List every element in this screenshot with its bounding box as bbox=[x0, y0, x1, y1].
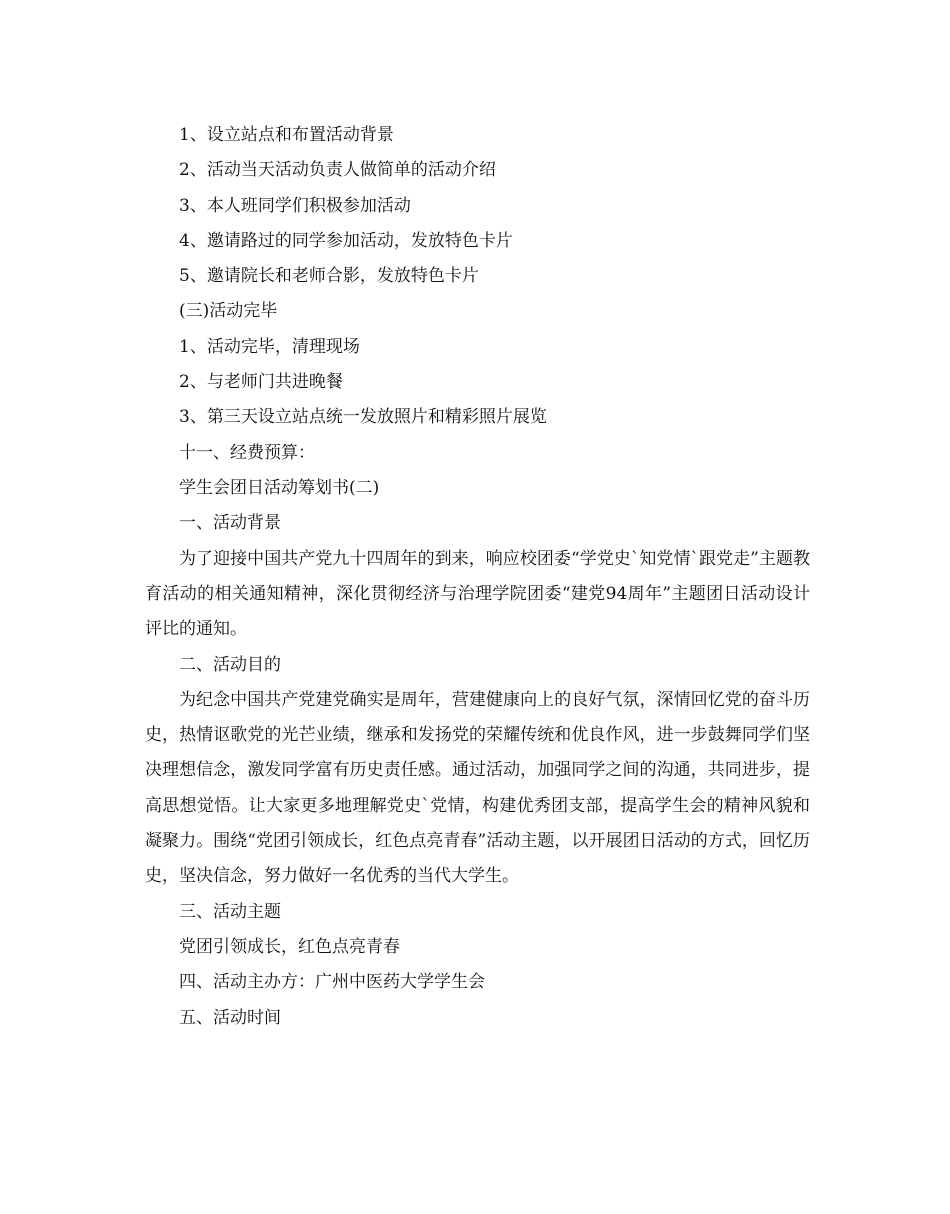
list-item: 2、与老师门共进晚餐 bbox=[179, 372, 343, 393]
background-paragraph: 为了迎接中国共产党九十四周年的到来，响应校团委“学党史`知党情`跟党走”主题教育活动的相关通知精神，深化贯彻经济与治理学院团委“建党94周年”主题团日活动设计评比的通知。 bbox=[145, 548, 810, 640]
section-heading: 十一、经费预算： bbox=[179, 442, 315, 463]
section-heading: 三、活动主题 bbox=[179, 901, 281, 922]
section-heading: 四、活动主办方：广州中医药大学学生会 bbox=[179, 972, 485, 993]
theme-text: 党团引领成长，红色点亮青春 bbox=[179, 937, 400, 958]
document-title: 学生会团日活动筹划书(二) bbox=[179, 477, 380, 498]
list-item: 1、设立站点和布置活动背景 bbox=[179, 125, 394, 145]
document-body bbox=[145, 118, 810, 1036]
list-item: 1、活动完毕，清理现场 bbox=[179, 336, 360, 357]
purpose-paragraph: 为纪念中国共产党建党确实是周年，营建健康向上的良好气氛，深情回忆党的奋斗历史，热情讴歌党的光芒业绩，继承和发扬党的荣耀传统和优良作风，进一步鼓舞同学们坚决理想信念，激发同学富有历史责任感。通过活动，加强同学之间的沟通，共同进步，提高思想觉悟。让大家更多地理解党史`党情，构建优秀团支部，提高学生会的精神风貌和凝聚力。围绕“党团引领成长，红色点亮青春”活动主题，以开展团日活动的方式，回忆历史，坚决信念，努力做好一名优秀的当代大学生。 bbox=[145, 689, 810, 887]
list-item: 3、本人班同学们积极参加活动 bbox=[179, 195, 411, 216]
section-heading: 五、活动时间 bbox=[179, 1007, 281, 1028]
list-item: 3、第三天设立站点统一发放照片和精彩照片展览 bbox=[179, 407, 547, 428]
section-heading: 二、活动目的 bbox=[179, 654, 281, 675]
list-item: 2、活动当天活动负责人做简单的活动介绍 bbox=[179, 160, 496, 181]
list-item: 4、邀请路过的同学参加活动，发放特色卡片 bbox=[179, 230, 513, 251]
section-heading: 一、活动背景 bbox=[179, 513, 281, 534]
section-heading: (三)活动完毕 bbox=[179, 301, 278, 322]
list-item: 5、邀请院长和老师合影，发放特色卡片 bbox=[179, 266, 479, 287]
